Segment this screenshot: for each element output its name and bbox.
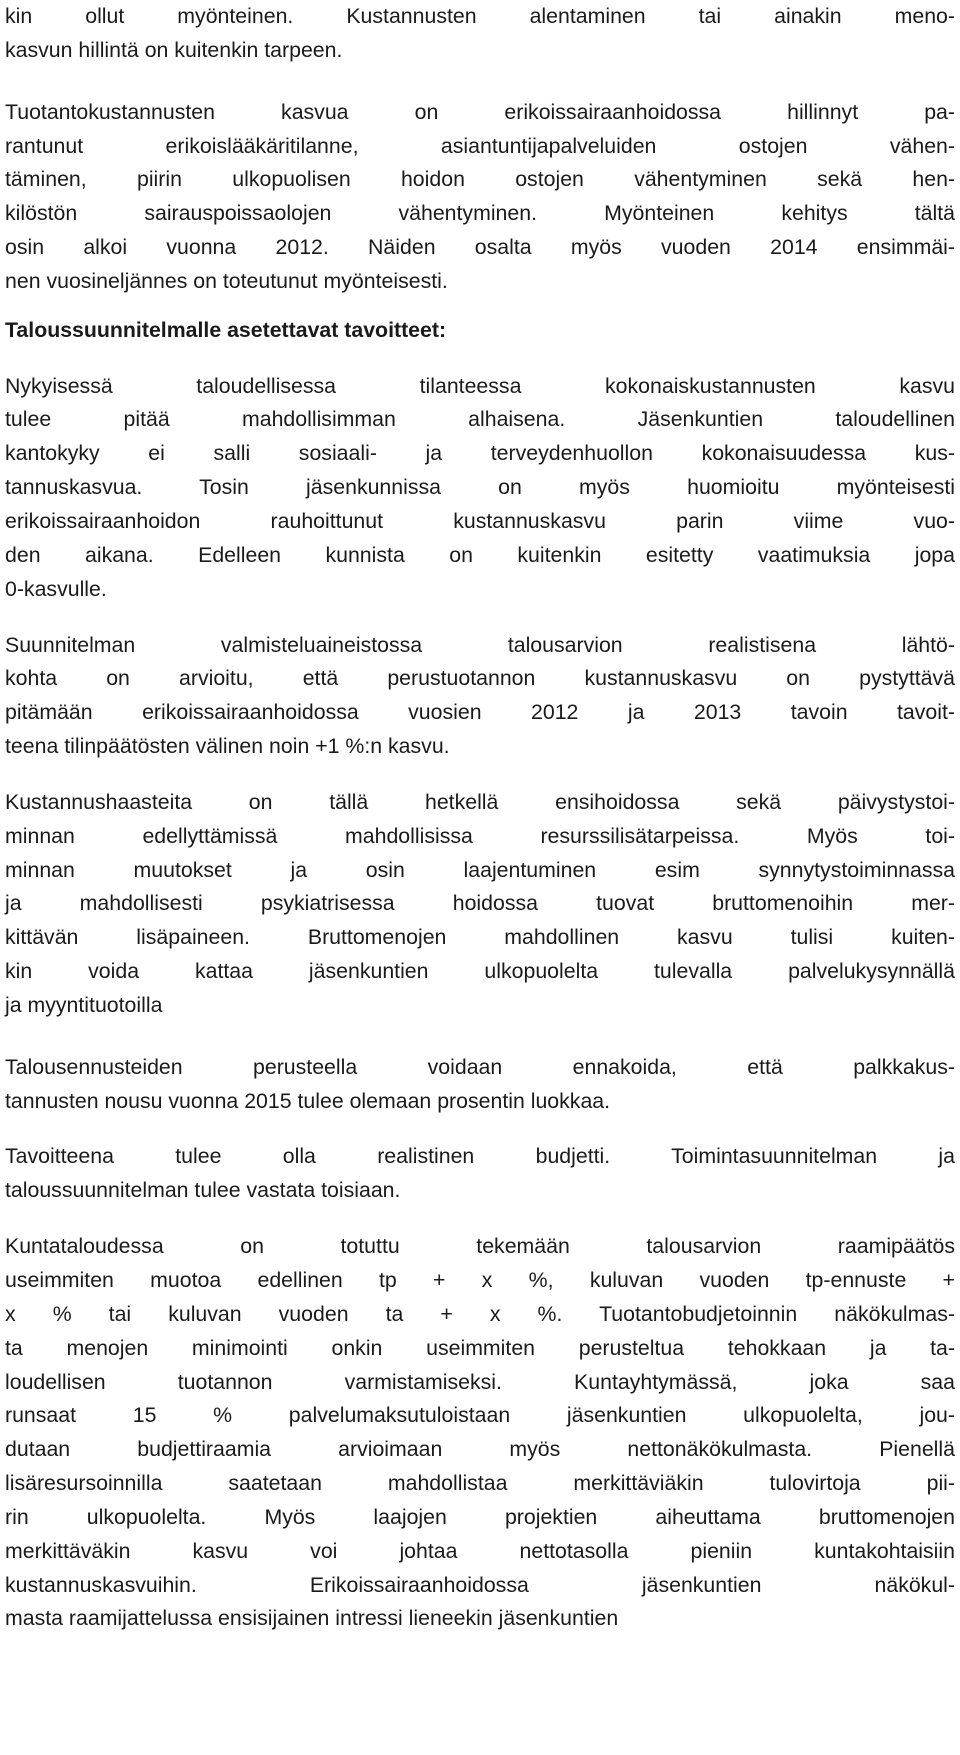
text-line: masta raamijattelussa ensisijainen intressi lieneekin jäsenkuntien bbox=[5, 1606, 619, 1631]
text-line: osin alkoi vuonna 2012. Näiden osalta myös vuoden 2014 ensimmäi- bbox=[5, 235, 955, 260]
text-line: lisäresursoinnilla saatetaan mahdollistaa merkittäviäkin tulovirtoja pii- bbox=[5, 1471, 955, 1496]
text-line: ta menojen minimointi onkin useimmiten perusteltua tehokkaan ja ta- bbox=[5, 1335, 955, 1360]
text-line: rin ulkopuolelta. Myös laajojen projektien aiheuttama bruttomenojen bbox=[5, 1504, 955, 1529]
text-line: dutaan budjettiraamia arvioimaan myös nettonäkökulmasta. Pienellä bbox=[5, 1437, 955, 1462]
text-line: nen vuosineljännes on toteutunut myönteisesti. bbox=[5, 268, 448, 293]
text-line: Taloussuunnitelmalle asetettavat tavoitteet: bbox=[5, 317, 447, 342]
text-line: kustannuskasvuihin. Erikoissairaanhoidossa jäsenkuntien näkökul- bbox=[5, 1572, 955, 1597]
text-line: kittävän lisäpaineen. Bruttomenojen mahdollinen kasvu tulisi kuiten- bbox=[5, 925, 955, 950]
paragraph bbox=[5, 1140, 955, 1208]
text-line: täminen, piirin ulkopuolisen hoidon ostojen vähentyminen sekä hen- bbox=[5, 167, 955, 192]
text-line: rantunut erikoislääkäritilanne, asiantuntijapalveluiden ostojen vähen- bbox=[5, 133, 955, 158]
text-line: kasvun hillintä on kuitenkin tarpeen. bbox=[5, 37, 343, 62]
paragraph bbox=[5, 629, 955, 764]
text-line: Kustannushaasteita on tällä hetkellä ensihoidossa sekä päivystystoi- bbox=[5, 789, 955, 814]
paragraph bbox=[5, 0, 955, 68]
text-line: Kuntataloudessa on totuttu tekemään talousarvion raamipäätös bbox=[5, 1234, 955, 1259]
section-heading bbox=[5, 314, 955, 348]
text-line: Suunnitelman valmisteluaineistossa talousarvion realistisena lähtö- bbox=[5, 632, 955, 657]
paragraph-spacer bbox=[5, 1208, 955, 1230]
text-line: Talousennusteiden perusteella voidaan ennakoida, että palkkakus- bbox=[5, 1054, 955, 1079]
text-line: tannusten nousu vuonna 2015 tulee olemaan prosentin luokkaa. bbox=[5, 1088, 611, 1113]
paragraph-spacer bbox=[5, 764, 955, 786]
text-line: kin voida kattaa jäsenkuntien ulkopuolelta tulevalla palvelukysynnällä bbox=[5, 959, 955, 984]
text-line: 0-kasvulle. bbox=[5, 576, 107, 601]
paragraph-spacer bbox=[5, 68, 955, 96]
text-line: Nykyisessä taloudellisessa tilanteessa kokonaiskustannusten kasvu bbox=[5, 373, 955, 398]
text-line: merkittäväkin kasvu voi johtaa nettotasolla pieniin kuntakohtaisiin bbox=[5, 1538, 955, 1563]
text-line: pitämään erikoissairaanhoidossa vuosien 2012 ja 2013 tavoin tavoit- bbox=[5, 700, 955, 725]
text-line: loudellisen tuotannon varmistamiseksi. Kuntayhtymässä, joka saa bbox=[5, 1369, 955, 1394]
paragraph bbox=[5, 786, 955, 1023]
paragraph bbox=[5, 370, 955, 607]
text-line: kohta on arvioitu, että perustuotannon kustannuskasvu on pystyttävä bbox=[5, 666, 955, 691]
paragraph-spacer bbox=[5, 607, 955, 629]
paragraph-spacer bbox=[5, 1118, 955, 1140]
text-line: Tavoitteena tulee olla realistinen budjetti. Toimintasuunnitelman ja bbox=[5, 1144, 955, 1169]
text-line: minnan edellyttämissä mahdollisissa resurssilisätarpeissa. Myös toi- bbox=[5, 823, 955, 848]
text-line: ja mahdollisesti psykiatrisessa hoidossa tuovat bruttomenoihin mer- bbox=[5, 891, 955, 916]
paragraph-spacer bbox=[5, 1023, 955, 1051]
text-line: kin ollut myönteinen. Kustannusten alentaminen tai ainakin meno- bbox=[5, 4, 955, 28]
text-line: runsaat 15 % palvelumaksutuloistaan jäsenkuntien ulkopuolelta, jou- bbox=[5, 1403, 955, 1428]
paragraph-spacer bbox=[5, 299, 955, 314]
text-line: erikoissairaanhoidon rauhoittunut kustannuskasvu parin viime vuo- bbox=[5, 508, 955, 533]
text-line: ja myyntituotoilla bbox=[5, 992, 163, 1017]
paragraph bbox=[5, 96, 955, 299]
text-line: tannuskasvua. Tosin jäsenkunnissa on myös huomioitu myönteisesti bbox=[5, 475, 955, 500]
text-line: tulee pitää mahdollisimman alhaisena. Jäsenkuntien taloudellinen bbox=[5, 407, 955, 432]
paragraph-spacer bbox=[5, 348, 955, 370]
document-body bbox=[5, 0, 955, 1636]
text-line: kilöstön sairauspoissaolojen vähentyminen. Myönteinen kehitys tältä bbox=[5, 201, 955, 226]
paragraph bbox=[5, 1051, 955, 1119]
text-line: kantokyky ei salli sosiaali- ja terveydenhuollon kokonaisuudessa kus- bbox=[5, 441, 955, 466]
text-line: useimmiten muotoa edellinen tp + x %, kuluvan vuoden tp-ennuste + bbox=[5, 1268, 955, 1292]
paragraph bbox=[5, 1230, 955, 1636]
text-line: teena tilinpäätösten välinen noin +1 %:n kasvu. bbox=[5, 734, 450, 759]
text-line: den aikana. Edelleen kunnista on kuitenkin esitetty vaatimuksia jopa bbox=[5, 542, 955, 567]
text-line: taloussuunnitelman tulee vastata toisiaan. bbox=[5, 1178, 401, 1203]
text-line: minnan muutokset ja osin laajentuminen esim synnytystoiminnassa bbox=[5, 857, 955, 882]
text-line: x % tai kuluvan vuoden ta + x %. Tuotantobudjetoinnin näkökulmas- bbox=[5, 1301, 955, 1326]
text-line: Tuotantokustannusten kasvua on erikoissairaanhoidossa hillinnyt pa- bbox=[5, 99, 955, 124]
